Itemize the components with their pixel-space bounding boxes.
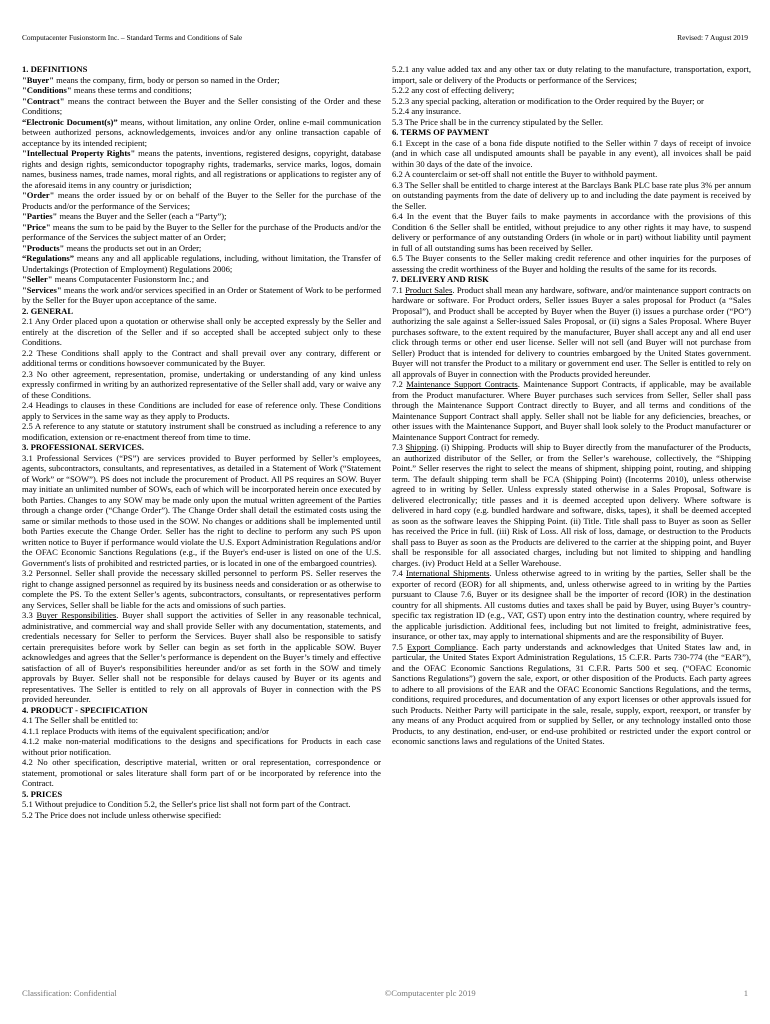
definition-text: means Computacenter Fusionstorm Inc.; and <box>52 274 209 284</box>
section-heading: 7. DELIVERY AND RISK <box>392 274 489 284</box>
definition-term: "Services" <box>22 284 62 295</box>
definition-term: “Regulations” <box>22 253 75 263</box>
clause-title: Maintenance Support Contracts <box>406 379 518 389</box>
clause: 6.2 A counterclaim or set-off shall not entitle the Buyer to withhold payment. <box>392 169 658 179</box>
clause-text: . Maintenance Support Contracts, if applicable, may be available from the Product manufacturer. Where Buyer purchases such services from Seller, Seller shall pass through the Maintenance Support Contract directly to Buyer, and all terms and conditions of the Maintenance Support Contract shall apply. Seller shall not be liable for any deficiencies, breaches, or other issues with the Maintenance Support, and Buyer shall look solely to the Product manufacturer or Maintenance Support Contract for remedy. <box>392 379 752 442</box>
clause <box>392 285 751 380</box>
clause: 4.1 The Seller shall be entitled to: <box>22 715 139 725</box>
clause: 6.5 The Buyer consents to the Seller making credit reference and other inquiries for the purposes of assessing the credit worthiness of the Buyer and holding the results of the same for its records. <box>392 253 751 274</box>
clause-number: 7.3 <box>392 442 406 452</box>
definition-term: "Order" <box>22 190 55 200</box>
definition-text: means the Buyer and the Seller (each a “Party”); <box>57 211 227 221</box>
clause-title: Shipping <box>405 442 437 452</box>
clause: 5.3 The Price shall be in the currency stipulated by the Seller. <box>392 116 604 127</box>
footer-classification: Classification: Confidential <box>22 988 117 998</box>
clause-text: . Product shall mean any hardware, software, and/or maintenance support contracts on hardware or software. For Product orders, Seller issues Buyer a sales proposal for Product (a “Sales Proposal”), and Product shall be accepted by Buyer when the Buyer (i) issues a purchase order (“PO”) authorizing the sale against a Seller-issued Sales Proposal, or (ii) signs a Sales Proposal. Where Buyer purchases software, to the extent required by the manufacturer, Buyer shall accept any and all end user click through terms or other end user license. Seller will not sell (and Buyer will not purchase from Seller) Product that is intended for delivery to countries embargoed by the United States government. Buyer will not transfer the Product to a military or government end user. The Seller is entitled to rely on all approvals of Buyer in connection with the Products provided hereunder. <box>392 284 752 379</box>
clause: 2.5 A reference to any statute or statutory instrument shall be construed as including a reference to any modification, extension or re-enactment thereof from time to time. <box>22 421 381 442</box>
clause: 5.2.1 any value added tax and any other tax or duty relating to the manufacture, transportation, export, import, sale or delivery of the Products or performance of the Services; <box>392 64 751 85</box>
clause: 6.4 In the event that the Buyer fails to make payments in accordance with the provisions of this Condition 6 the Seller shall be entitled, without prejudice to any other rights it may have, to suspend delivery or performance of any outstanding Orders (in whole or in part) without liability until payment in full of all outstanding sums has been received by Seller. <box>392 211 751 253</box>
definition-text: means these terms and conditions; <box>71 85 192 95</box>
clause: 2.4 Headings to clauses in these Conditions are included for ease of reference only. These Conditions apply to Services in the same way as they apply to Products. <box>22 400 381 421</box>
header-revision-date: Revised: 7 August 2019 <box>677 33 748 42</box>
clause-title: International Shipments <box>406 568 490 578</box>
clause: 5.2.4 any insurance. <box>392 106 461 116</box>
clause-title: Export Compliance <box>406 641 476 652</box>
right-column <box>392 64 751 747</box>
clause-text: . Unless otherwise agreed to in writing by the parties, Seller shall be the exporter of record (EOR) for all shipments, and, unless otherwise agreed to in writing by the Parties pursuant to Clause 7.6, Buyer or its designee shall be the importer of record (IOR) in the destination country for all shipments. All customs duties and taxes shall be paid by Buyer, using Buyer’s country-specific tax registration ID (e.g., VAT, GST) upon entry into the destination country, where required by the applicable jurisdiction. Additional fees, including but not limited to freight, administrative fees, insurance, or other tax, may apply to international shipments and are the responsibility of Buyer. <box>392 568 752 641</box>
definition <box>22 222 381 243</box>
section-heading: 2. GENERAL <box>22 305 74 316</box>
clause-number: 7.4 <box>392 568 407 578</box>
clause: 4.2 No other specification, descriptive material, written or oral representation, correspondence or statement, promotional or sales literature shall form part of or be incorporated by reference into the Contract. <box>22 757 381 788</box>
clause-number: 3.3 <box>22 610 37 620</box>
clause <box>22 610 381 705</box>
definition <box>22 285 381 306</box>
clause: 4.1.2 make non-material modifications to the designs and specifications for Products in each case without prior notification. <box>22 736 381 757</box>
section-heading: 4. PRODUCT - SPECIFICATION <box>22 704 148 715</box>
page-number: 1 <box>743 988 748 998</box>
clause: 6.1 Except in the case of a bona fide dispute notified to the Seller within 7 days of receipt of invoice (and in which case all undisputed amounts shall be payable in any event), all invoices shall be paid within 30 days of the date of the invoice. <box>392 137 751 169</box>
clause: 2.3 No other agreement, representation, promise, undertaking or understanding of any kind unless expressly confirmed in writing by an authorized representative of the Seller shall add, vary or waive any of these Conditions. <box>22 368 381 400</box>
clause-text: . (i) Shipping. Products will ship to Buyer directly from the manufacturer of the Products, an authorized distributor of the Seller, or from the Seller’s warehouse, collectively, the “Shipping Point.” Seller reserves the right to select the means of shipment, shipping point, routing, and shipping term. The default shipping term shall be FCA (Shipping Point) (Incoterms 2010), unless otherwise agreed to in writing by Seller. Unless expressly stated otherwise in a Sales Proposal, Software is delivered electronically; title passes and it is deemed accepted upon delivery. Where software is delivered in hard copy (e.g. bundled hardware and software, disks, tapes), it shall be deemed accepted as soon as the software leaves the Shipping Point. (ii) Title. Title shall pass to Buyer as soon as Seller has received the Price in full. (iii) Risk of Loss. All risk of loss, damage, or destruction to the Products shall pass to Buyer as soon as the Products are delivered to the carrier at the shipping point, and Buyer shall be responsible for all associated charges, including but not limited to shipping and handling charges. (iv) Product Held at a Seller Warehouse. <box>392 442 752 568</box>
clause-number: 7.2 <box>392 379 407 389</box>
definition <box>22 85 381 96</box>
clause: 5.1 Without prejudice to Condition 5.2, the Seller's price list shall not form part of the Contract. <box>22 799 351 809</box>
clause-number: 7.5 <box>392 641 407 652</box>
definition <box>22 211 381 222</box>
clause: 3.1 Professional Services (“PS”) are services provided to Buyer performed by Seller’s employees, agents, subcontractors, consultants, and representatives, as detailed in a Statement of Work (“Statement of Work” or “SOW”). PS does not include the procurement of Product. All PS requires an SOW. Buyer may initiate an unlimited number of SOWs, each of which will be incorporated herein once executed by both Parties. Changes to any SOW may be made only upon the mutual written agreement of the Parties through a change order (“Change Order”). The Change Order shall detail the estimated costs using the same or similar methods to those used in the SOW. No changes or additions shall be implemented until both Parties execute the Change Order. Seller has the right to decline to perform any such PS upon written notice to Buyer if performance would violate the U.S. Export Administration Regulations and/or the OFAC Economic Sanctions Regulations (e.g., if the Buyer's end-user is listed on one of the U.S. Government's lists of prohibited and restricted parties, or is located in one of the embargoed countries). <box>22 452 381 568</box>
definition-text: means the sum to be paid by the Buyer to the Seller for the purchase of the Products and/or the performance of the Services the subject matter of an Order; <box>22 221 381 242</box>
clause-text: . Each party understands and acknowledges that United States law and, in particular, the United States Export Administration Regulations, 15 C.F.R. Parts 730-774 (the “EAR”), and the OFAC Economic Sanctions Regulations, 31 C.F.R. Parts 500 et seq. (“OFAC Economic Sanctions Regulations”) govern the sale, export, or other disposition of the Products. Each party agrees to adhere to all provisions of the EAR and the OFAC Economic Sanctions Regulations, and the terms, conditions, required procedures, and documentation of any export licenses or other approvals issued for such Products. Neither Party will participate in the sale, resale, supply, export, reexport, or transfer by any means of any Product acquired from or supplied by Seller, or any technology installed onto those Products, to any destination, end-user, or end-use prohibited or restricted under the export control or economic sanctions laws and regulations of the United States. <box>392 641 751 746</box>
clause <box>392 379 751 442</box>
definition-text: means the order issued by or on behalf of the Buyer to the Seller for the purchase of the Products and/or the performance of the Services; <box>22 190 381 211</box>
clause: 5.2.2 any cost of effecting delivery; <box>392 85 515 95</box>
definition <box>22 190 381 211</box>
clause: 6.3 The Seller shall be entitled to charge interest at the Barclays Bank PLC base rate plus 3% per annum on outstanding payments from the date of delivery up to and including the date payment is received by the Seller. <box>392 179 751 211</box>
definition <box>22 117 381 149</box>
definition <box>22 75 381 86</box>
section-heading: 1. DEFINITIONS <box>22 64 88 74</box>
clause <box>392 568 751 642</box>
section-heading: 5. PRICES <box>22 788 63 799</box>
definition <box>22 96 381 117</box>
definition-term: "Contract" <box>22 95 65 106</box>
clause <box>392 642 751 747</box>
left-column <box>22 64 381 820</box>
clause: 4.1.1 replace Products with items of the equivalent specification; and/or <box>22 725 269 736</box>
definition-term: "Buyer" <box>22 74 54 85</box>
definition-term: “Electronic Document(s)” <box>22 116 118 127</box>
page-footer <box>22 988 748 998</box>
clause: 5.2 The Price does not include unless otherwise specified: <box>22 809 222 820</box>
definition <box>22 243 381 254</box>
definition-text: means the products set out in an Order; <box>64 242 202 253</box>
definition-term: "Parties" <box>22 211 58 221</box>
definition <box>22 274 381 285</box>
header-title: Computacenter Fusionstorm Inc. – Standard Terms and Conditions of Sale <box>22 33 243 42</box>
definition-text: means, without limitation, any online Order, online e-mail communication between authorized persons, acknowledgements, invoices and/or any online transaction capable of acceptance by its intended recipient; <box>22 116 381 148</box>
definition-term: "Conditions" <box>22 85 72 95</box>
definition-term: "Products" <box>22 242 65 253</box>
definition-term: "Seller" <box>22 274 53 284</box>
clause: 3.2 Personnel. Seller shall provide the necessary skilled personnel to perform PS. Seller reserves the right to change assigned personnel as required by its business needs and consideration or as otherwise to complete the PS. To the extent Seller’s agents, subcontractors, consultants, or representatives perform any Services, Seller shall be liable for the acts and omissions of such parties. <box>22 568 381 610</box>
clause-title: Product Sales <box>405 284 453 295</box>
clause <box>392 442 751 568</box>
definition-text: means the company, firm, body or person so named in the Order; <box>53 74 280 85</box>
definition <box>22 253 381 274</box>
clause-number: 7.1 <box>392 284 406 295</box>
definition <box>22 148 381 190</box>
section-heading: 6. TERMS OF PAYMENT <box>392 127 489 137</box>
clause: 5.2.3 any special packing, alteration or modification to the Order required by the Buyer; or <box>392 95 704 106</box>
definition-term: "Price" <box>22 221 51 232</box>
clause: 2.2 These Conditions shall apply to the Contract and shall prevail over any contrary, different or additional terms or conditions howsoever communicated by the Buyer. <box>22 347 381 368</box>
page-header <box>22 33 748 42</box>
definition-text: means the contract between the Buyer and the Seller consisting of the Order and these Conditions; <box>22 95 381 116</box>
footer-copyright: ©Computacenter plc 2019 <box>384 988 476 998</box>
definition-term: "Intellectual Property Rights" <box>22 148 136 158</box>
definition-text: means the patents, inventions, registered designs, copyright, database rights and design rights, semiconductor topography rights, trademarks, service marks, logos, domain names, business names, trade names, moral rights, and all registrations or applications to register any of the aforesaid items in any country or jurisdiction; <box>22 148 381 190</box>
clause: 2.1 Any Order placed upon a quotation or otherwise shall only be accepted expressly by the Seller and entirely at the discretion of the Seller and if so accepted shall be accepted subject only to these Conditions. <box>22 316 381 347</box>
clause-title: Buyer Responsibilities <box>36 610 117 620</box>
section-heading: 3. PROFESSIONAL SERVICES. <box>22 442 144 452</box>
definition-text: means any and all applicable regulations, including, without limitation, the Transfer of Undertakings (Protection of Employment) Regulations 2006; <box>22 253 381 274</box>
definition-text: means the work and/or services specified in an Order or Statement of Work to be performed by the Seller for the Buyer upon acceptance of the same. <box>22 284 381 305</box>
clause-text: . Buyer shall support the activities of Seller in any reasonable technical, administrative, and commercial way and shall provide Seller with any documentation, statements, and credentials necessary for Seller to perform the Services. Buyer shall also be responsible to satisfy certain prerequisites before work by Seller can begin as set forth in the applicable SOW. Buyer acknowledges and agrees that the Seller’s performance is dependent on the Buyer’s timely and effective satisfaction of all of Buyer's responsibilities hereunder and/or as set forth in the SOW and timely approvals by Buyer. Seller shall not be responsible for delays caused by Buyer or its agents and representatives. The Seller is entitled to rely on all approvals of Buyer in connection with the PS provided hereunder. <box>22 610 381 704</box>
